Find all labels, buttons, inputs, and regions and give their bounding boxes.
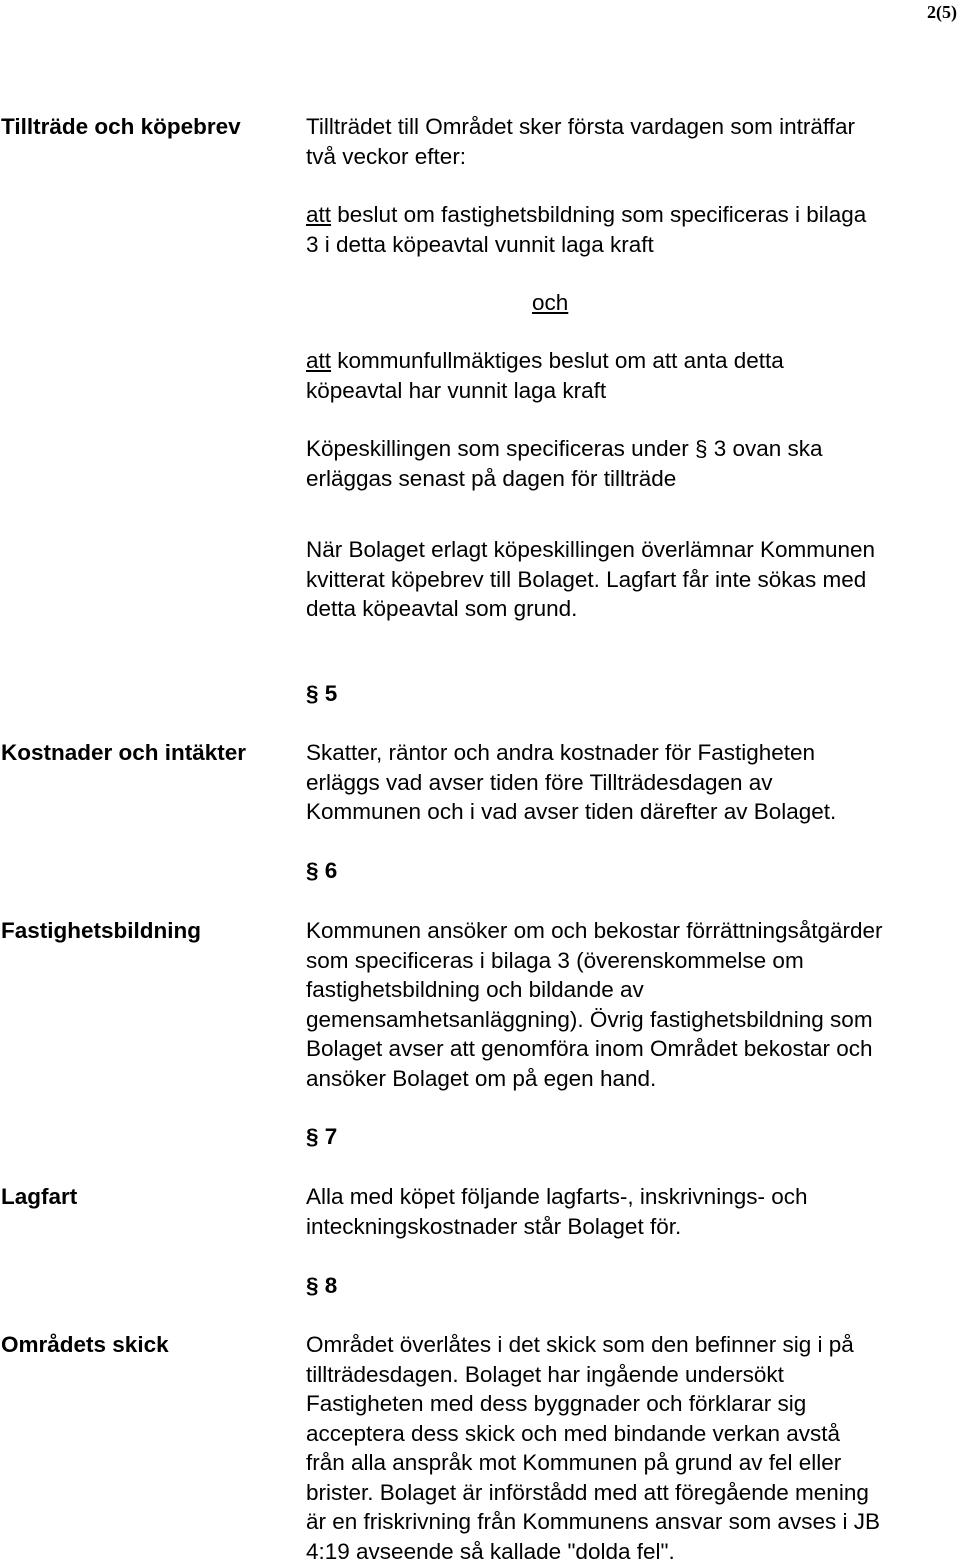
- heading-fastighetsbildning: Fastighetsbildning: [1, 918, 201, 943]
- paragraph-kostnader: Skatter, räntor och andra kostnader för Fastigheten erläggs vad avser tiden före Tillträdesdagen av Kommunen och i vad avser tiden därefter av Bolaget.: [306, 740, 837, 824]
- att-underlined: att: [306, 348, 332, 373]
- paragraph-tilltrade: Tillträdet till Området sker första vardagen som inträffar två veckor efter:: [306, 114, 855, 169]
- heading-kostnader: Kostnader och intäkter: [1, 740, 247, 765]
- section-number-7: § 7: [306, 1124, 338, 1149]
- paragraph-fastighetsbildning: Kommunen ansöker om och bekostar förrättningsåtgärder som specificeras i bilaga 3 (överenskommelse om fastighetsbildning och bildande av gemensamhetsanläggning). Övrig fastighetsbildning som Bolaget avser att genomföra inom Området bekostar och ansöker Bolaget om på egen hand.: [306, 918, 883, 1091]
- heading-tilltrade: Tillträde och köpebrev: [1, 114, 241, 139]
- section-number-5: § 5: [306, 681, 338, 706]
- heading-lagfart: Lagfart: [1, 1184, 78, 1209]
- paragraph-kopeskilling: Köpeskillingen som specificeras under § 3 ovan ska erläggas senast på dagen för tillträde: [306, 436, 823, 491]
- condition-fastighetsbildning: att beslut om fastighetsbildning som specificeras i bilaga 3 i detta köpeavtal vunnit laga kraft: [306, 202, 867, 257]
- section-number-8: § 8: [306, 1273, 338, 1298]
- page-number: 2(5): [927, 2, 957, 22]
- paragraph-lagfart: Alla med köpet följande lagfarts-, inskrivnings- och inteckningskostnader står Bolaget för.: [306, 1184, 808, 1239]
- condition-kommunfullmaktige: att kommunfullmäktiges beslut om att anta detta köpeavtal har vunnit laga kraft: [306, 348, 784, 403]
- att-underlined: att: [306, 202, 332, 227]
- paragraph-kopebrev: När Bolaget erlagt köpeskillingen överlämnar Kommunen kvitterat köpebrev till Bolaget. Lagfart får inte sökas med detta köpeavtal som grund.: [306, 537, 876, 621]
- heading-omradets-skick: Områdets skick: [1, 1332, 169, 1357]
- och-conjunction: och: [532, 290, 569, 315]
- section-number-6: § 6: [306, 858, 338, 883]
- paragraph-omradets-skick: Området överlåtes i det skick som den befinner sig i på tillträdesdagen. Bolaget har ingående undersökt Fastigheten med dess byggnader och förklarar sig acceptera dess skick och med bindande verkan avstå från alla anspråk mot Kommunen på grund av fel eller brister. Bolaget är införstådd med att föregående mening är en friskrivning från Kommunens ansvar som avses i JB 4:19 avseende så kallade "dolda fel".: [306, 1332, 880, 1564]
